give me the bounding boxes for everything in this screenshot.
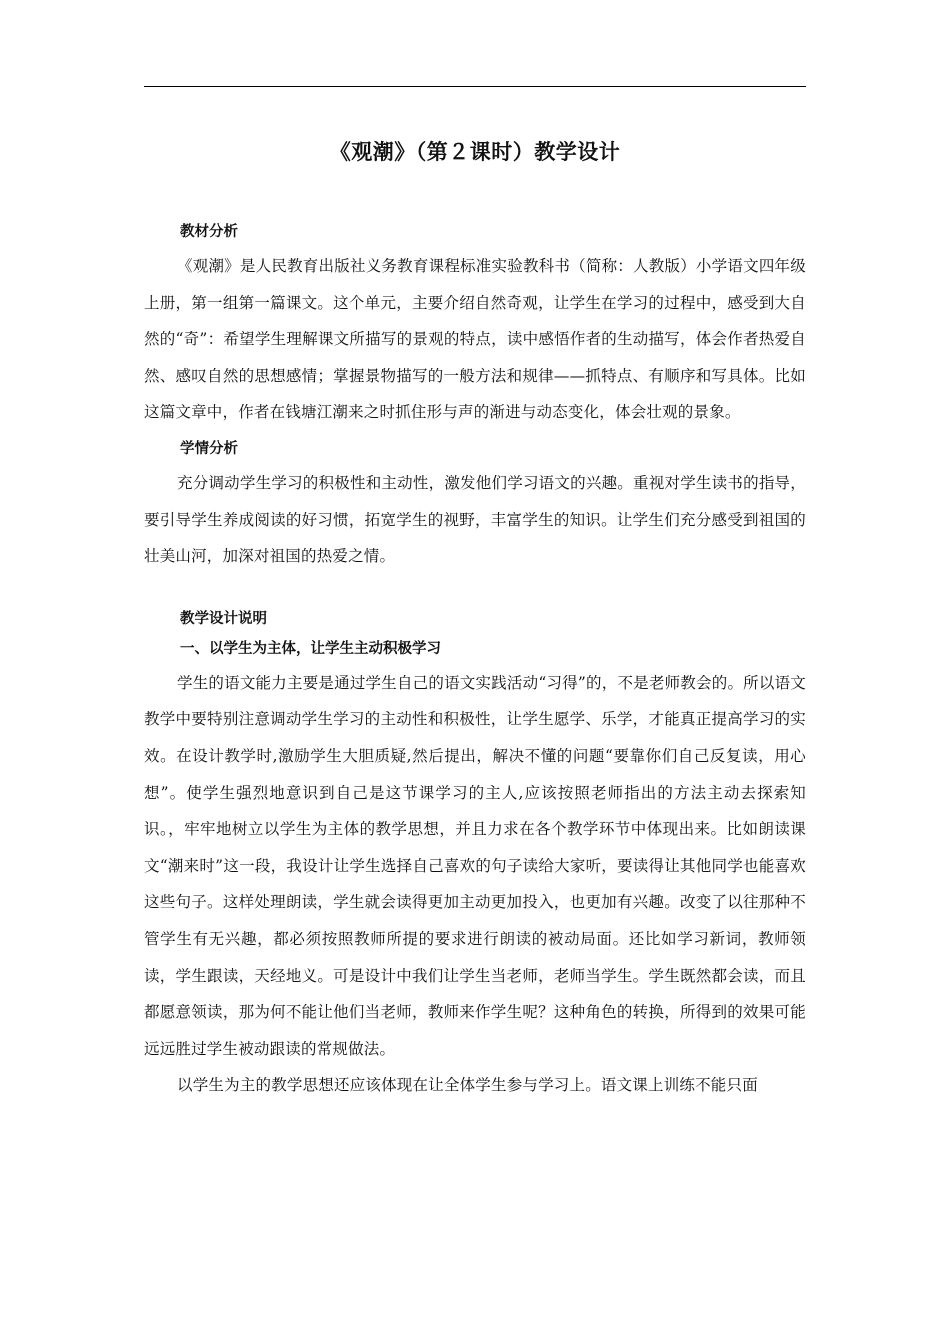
- paragraph: 充分调动学生学习的积极性和主动性，激发他们学习语文的兴趣。重视对学生读书的指导，要引导学生养成阅读的好习惯，拓宽学生的视野，丰富学生的知识。让学生们充分感受到祖国的壮美山河，加深对祖国的热爱之情。: [144, 473, 806, 566]
- section-heading-student-analysis: 学情分析: [180, 440, 238, 457]
- header-rule: [144, 86, 806, 87]
- paragraph: 以学生为主的教学思想还应该体现在让全体学生参与学习上。语文课上训练不能只面: [177, 1076, 758, 1095]
- section-heading-design-notes: 教学设计说明: [180, 610, 267, 627]
- document-body: [144, 220, 806, 1104]
- subheading-student-centered: 一、以学生为主体，让学生主动积极学习: [180, 640, 441, 657]
- section-heading-textbook-analysis: 教材分析: [180, 224, 238, 240]
- paragraph: 《观潮》是人民教育出版社义务教育课程标准实验教科书（简称：人教版）小学语文四年级上册，第一组第一篇课文。这个单元，主要介绍自然奇观，让学生在学习的过程中，感受到大自然的“奇”：希望学生理解课文所描写的景观的特点，读中感悟作者的生动描写，体会作者热爱自然、感叹自然的思想感情；掌握景物描写的一般方法和规律——抓特点、有顺序和写具体。比如这篇文章中，作者在钱塘江潮来之时抓住形与声的渐进与动态变化，体会壮观的景象。: [144, 257, 806, 422]
- paragraph: 学生的语文能力主要是通过学生自己的语文实践活动“习得”的，不是老师教会的。所以语文教学中要特别注意调动学生学习的主动性和积极性，让学生愿学、乐学，才能真正提高学习的实效。在设计教学时,激励学生大胆质疑,然后提出，解决不懂的问题“要靠你们自己反复读，用心想”。使学生强烈地意识到自己是这节课学习的主人,应该按照老师指出的方法主动去探索知识。，牢牢地树立以学生为主体的教学思想，并且力求在各个教学环节中体现出来。比如朗读课文“潮来时”这一段，我设计让学生选择自己喜欢的句子读给大家听，要读得让其他同学也能喜欢这些句子。这样处理朗读，学生就会读得更加主动更加投入，也更加有兴趣。改变了以往那种不管学生有无兴趣，都必须按照教师所提的要求进行朗读的被动局面。还比如学习新词，教师领读，学生跟读，天经地义。可是设计中我们让学生当老师，老师当学生。学生既然都会读，而且都愿意领读，那为何不能让他们当老师，教师来作学生呢？这种角色的转换，所得到的效果可能远远胜过学生被动跟读的常规做法。: [144, 673, 806, 1058]
- document-title: 《观潮》（第２课时）教学设计: [329, 140, 621, 164]
